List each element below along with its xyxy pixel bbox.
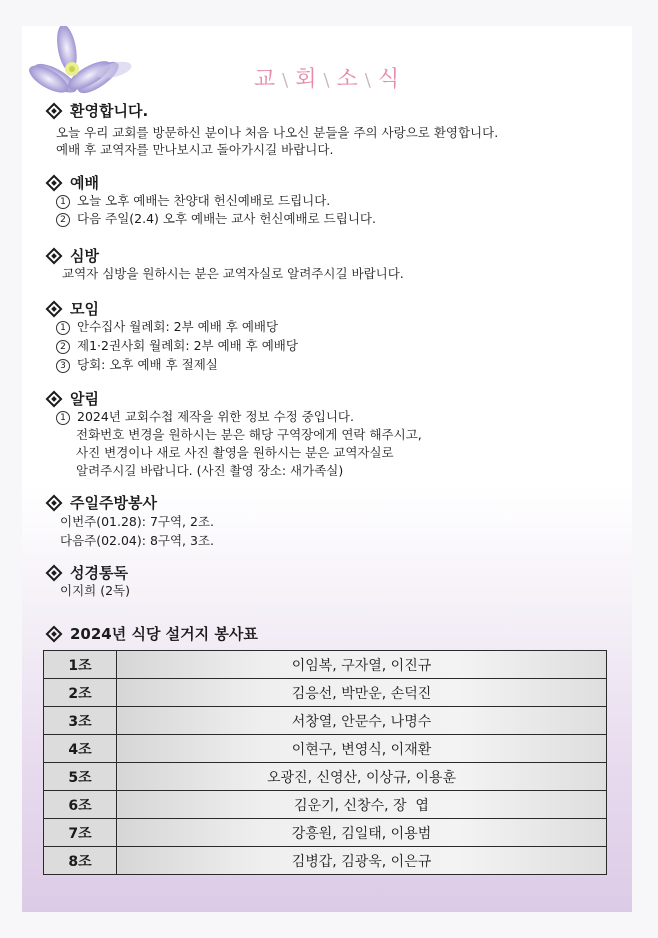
meeting-heading: [48, 298, 99, 319]
notice-heading: [48, 388, 99, 409]
worship-item-text: 오늘 오후 예배는 찬양대 헌신예배로 드립니다.: [77, 193, 331, 208]
group-cell: 1조: [44, 651, 117, 679]
circled-number: 2: [56, 213, 70, 227]
notice-line: 2024년 교회수첩 제작을 위한 정보 수정 중입니다.: [77, 409, 354, 424]
meeting-heading-text: 모임: [70, 300, 99, 318]
title-separator: \: [364, 70, 372, 91]
members-cell: 김운기, 신창수, 장 엽: [117, 791, 607, 819]
group-cell: 2조: [44, 679, 117, 707]
welcome-heading: [48, 100, 148, 121]
visit-heading: [48, 245, 99, 266]
visit-line: 교역자 심방을 원하시는 분은 교역자실로 알려주시길 바랍니다.: [62, 266, 404, 281]
bulletin-page: [22, 26, 632, 912]
table-row: [44, 707, 607, 735]
table-row: [44, 651, 607, 679]
title-char: 교: [253, 67, 277, 92]
title-char: 식: [377, 67, 401, 92]
meeting-item-text: 제1·2권사회 월례회: 2부 예배 후 예배당: [77, 338, 298, 353]
members-cell: 이임복, 구자열, 이진규: [117, 651, 607, 679]
meeting-item-text: 당회: 오후 예배 후 절제실: [77, 357, 218, 372]
group-cell: 6조: [44, 791, 117, 819]
circled-number: 1: [56, 411, 70, 425]
circled-number: 3: [56, 359, 70, 373]
circled-number: 1: [56, 321, 70, 335]
members-cell: 김응선, 박만운, 손덕진: [117, 679, 607, 707]
group-cell: 7조: [44, 819, 117, 847]
table-row: [44, 819, 607, 847]
notice-heading-text: 알림: [70, 390, 99, 408]
group-cell: 3조: [44, 707, 117, 735]
members-cell: 오광진, 신영산, 이상규, 이용훈: [117, 763, 607, 791]
diamond-bullet-icon: [46, 564, 63, 581]
table-row: [44, 847, 607, 875]
worship-heading: [48, 172, 99, 193]
members-cell: 이현구, 변영식, 이재환: [117, 735, 607, 763]
bible-heading-text: 성경통독: [70, 564, 128, 582]
diamond-bullet-icon: [46, 300, 63, 317]
notice-line: 전화번호 변경을 원하시는 분은 해당 구역장에게 연락 해주시고,: [76, 427, 422, 442]
diamond-bullet-icon: [46, 247, 63, 264]
worship-heading-text: 예배: [70, 174, 99, 192]
notice-line: 사진 변경이나 새로 사진 촬영을 원하시는 분은 교역자실로: [76, 445, 394, 460]
meeting-item-text: 안수집사 월례회: 2부 예배 후 예배당: [77, 319, 279, 334]
diamond-bullet-icon: [46, 174, 63, 191]
page-title: [22, 62, 632, 93]
circled-number: 2: [56, 340, 70, 354]
group-cell: 8조: [44, 847, 117, 875]
diamond-bullet-icon: [46, 390, 63, 407]
worship-item: [56, 192, 330, 209]
title-separator: \: [282, 70, 290, 91]
diamond-bullet-icon: [46, 494, 63, 511]
welcome-line: 오늘 우리 교회를 방문하신 분이나 처음 나오신 분들을 주의 사랑으로 환영합니다.: [56, 125, 499, 140]
group-cell: 4조: [44, 735, 117, 763]
bible-heading: [48, 562, 128, 583]
kitchen-heading: [48, 492, 157, 513]
notice-item: [56, 408, 354, 425]
table-row: [44, 679, 607, 707]
diamond-bullet-icon: [46, 102, 63, 119]
bible-line: 이지희 (2독): [60, 583, 130, 598]
kitchen-line: 다음주(02.04): 8구역, 3조.: [60, 533, 214, 548]
visit-heading-text: 심방: [70, 247, 99, 265]
table-row: [44, 791, 607, 819]
meeting-item: [56, 356, 218, 373]
members-cell: 강흥원, 김일태, 이용범: [117, 819, 607, 847]
title-char: 소: [336, 67, 359, 92]
table-row: [44, 735, 607, 763]
meeting-item: [56, 318, 278, 335]
title-separator: \: [323, 70, 331, 91]
dish-duty-table: [43, 650, 607, 875]
kitchen-heading-text: 주일주방봉사: [70, 494, 157, 512]
table-row: [44, 763, 607, 791]
members-cell: 서창열, 안문수, 나명수: [117, 707, 607, 735]
group-cell: 5조: [44, 763, 117, 791]
welcome-line: 예배 후 교역자를 만나보시고 돌아가시길 바랍니다.: [56, 142, 334, 157]
worship-item-text: 다음 주일(2.4) 오후 예배는 교사 헌신예배로 드립니다.: [77, 211, 376, 226]
diamond-bullet-icon: [46, 625, 63, 642]
kitchen-line: 이번주(01.28): 7구역, 2조.: [60, 514, 214, 529]
notice-line: 알려주시길 바랍니다. (사진 촬영 장소: 새가족실): [76, 463, 344, 478]
members-cell: 김병갑, 김광욱, 이은규: [117, 847, 607, 875]
title-char: 회: [295, 67, 318, 92]
dish-heading-text: 2024년 식당 설거지 봉사표: [70, 625, 258, 643]
meeting-item: [56, 337, 298, 354]
circled-number: 1: [56, 195, 70, 209]
worship-item: [56, 210, 376, 227]
welcome-heading-text: 환영합니다.: [70, 102, 149, 120]
dish-heading: [48, 623, 258, 644]
